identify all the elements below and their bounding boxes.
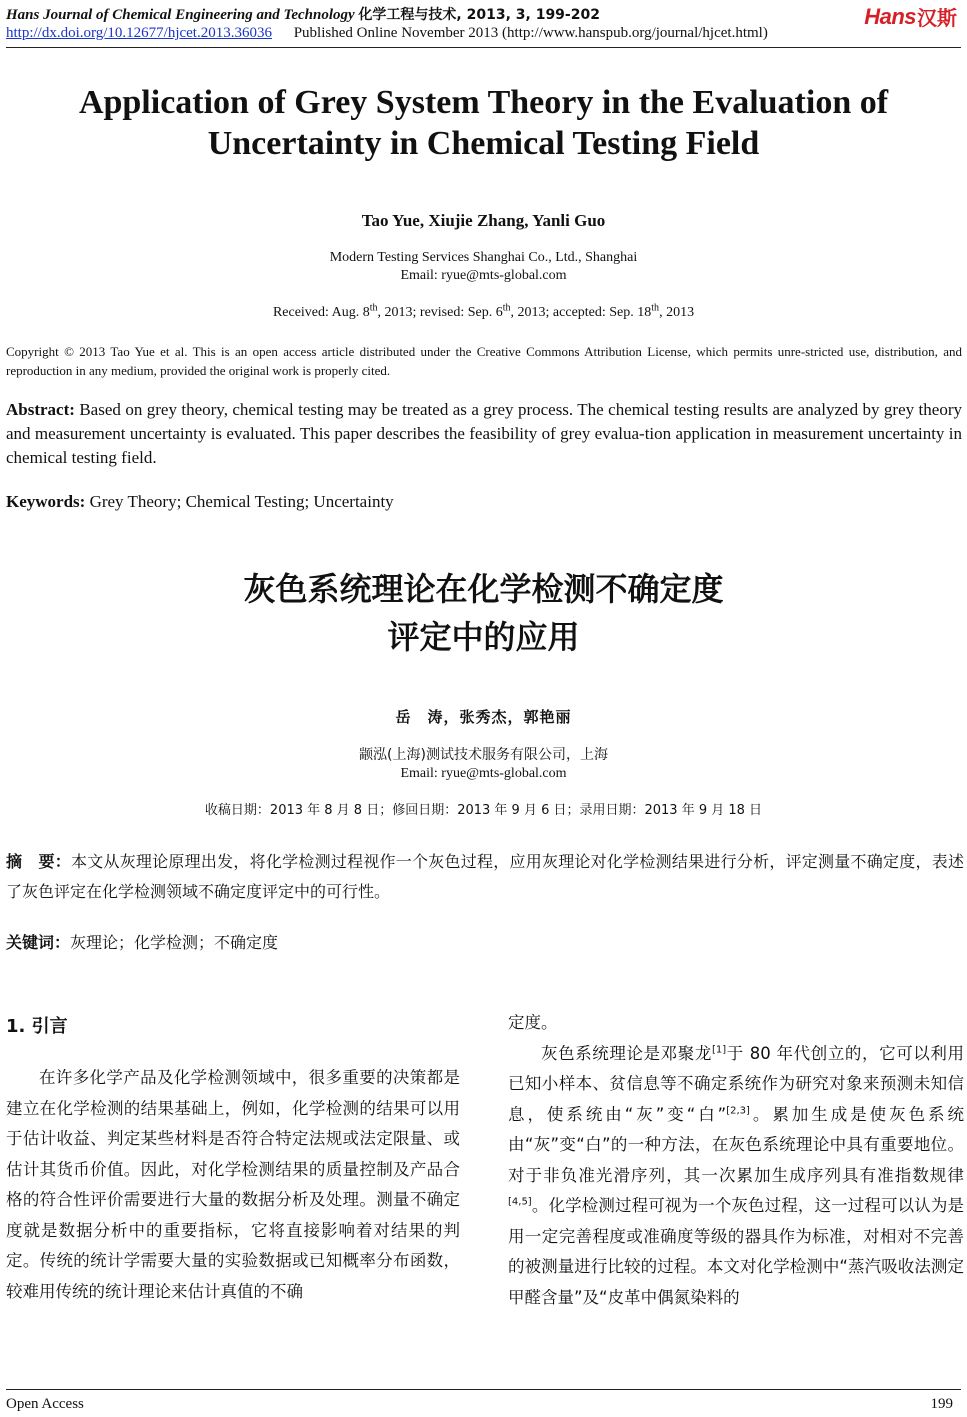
citation-1: [1]	[711, 1044, 727, 1055]
publication-line	[6, 25, 768, 42]
keywords-label-cn: 关键词：	[6, 933, 71, 952]
keywords-cn	[6, 930, 278, 953]
copyright-notice: Copyright © 2013 Tao Yue et al. This is an open access article distributed under the Creative Commons Attribution License, which permits unre-stricted use, distribution, and reproduction in any medium, provided the original work is properly cited.	[6, 344, 962, 378]
accepted-sup: th	[651, 302, 660, 314]
accepted-date: , 2013; accepted: Sep. 18	[510, 305, 652, 320]
authors-cn: 岳 涛，张秀杰，郭艳丽	[395, 708, 572, 726]
intro-paragraph-1: 在许多化学产品及化学检测领域中，很多重要的决策都是建立在化学检测的结果基础上，例如，化学检测的结果可以用于估计收益、判定某些材料是否符合特定法规或法定限量、或估计其货币价值。因此，对化学检测结果的质量控制及产品合格的符合性评价需要进行大量的数据分析及处理。测量不确定度就是数据分析中的重要指标，它将直接影响着对结果的判定。传统的统计学需要大量的实验数据或已知概率分布函数，较难用传统的统计理论来估计真值的不确	[6, 1068, 460, 1301]
keywords-en	[6, 492, 394, 512]
title-en-line2: Uncertainty in Chemical Testing Field	[207, 125, 760, 162]
footer-open-access: Open Access	[6, 1396, 84, 1412]
accepted-year: , 2013	[659, 305, 695, 320]
affiliation-cn: 颛泓(上海)测试技术服务有限公司，上海	[359, 747, 608, 763]
hans-logo	[864, 2, 957, 31]
abstract-en	[6, 398, 962, 470]
para2-part-b: 于 80 年代创立的，它可以利用已知小样本、贫信息等不确定系统作为研究对象来预测未知信息，使系统由“灰”变“白”	[508, 1043, 964, 1124]
keywords-text-en: Grey Theory; Chemical Testing; Uncertainty	[85, 492, 394, 511]
journal-name-cn: 化学工程与技术, 2013, 3, 199-202	[358, 7, 600, 23]
title-cn-line2: 评定中的应用	[387, 618, 580, 656]
abstract-label-en: Abstract:	[6, 400, 75, 419]
received-date: Received: Aug. 8	[272, 305, 370, 320]
header-divider	[6, 47, 961, 48]
journal-name-en: Hans Journal of Chemical Engineering and Technology	[6, 7, 355, 23]
revised-date: , 2013; revised: Sep. 6	[377, 305, 503, 320]
footer-divider	[6, 1389, 961, 1390]
revised-sup: th	[502, 302, 511, 314]
para2-part-a: 灰色系统理论是邓聚龙	[541, 1043, 712, 1063]
section-heading-introduction: 1. 引言	[6, 1016, 68, 1037]
received-sup: th	[369, 302, 378, 314]
citation-4-5: [4,5]	[508, 1196, 532, 1208]
abstract-text-en: Based on grey theory, chemical testing may be treated as a grey process. The chemical testing results are analyzed by grey theory and measurement uncertainty is evaluated. This paper describes the feasibility of grey evalua-tion application in measurement uncertainty in chemical testing field.	[6, 400, 962, 467]
title-en	[0, 82, 967, 164]
email-cn: Email: ryue@mts-global.com	[400, 766, 567, 781]
title-cn	[0, 565, 967, 661]
abstract-label-cn: 摘 要：	[6, 852, 71, 871]
title-cn-line1: 灰色系统理论在化学检测不确定度	[243, 570, 724, 608]
abstract-cn	[6, 847, 964, 907]
doi-link[interactable]: http://dx.doi.org/10.12677/hjcet.2013.36036	[6, 25, 272, 41]
intro-paragraph-2	[508, 1039, 964, 1314]
email-en: Email: ryue@mts-global.com	[400, 268, 567, 283]
abstract-text-cn: 本文从灰理论原理出发，将化学检测过程视作一个灰色过程，应用灰理论对化学检测结果进行分析，评定测量不确定度，表述了灰色评定在化学检测领域不确定度评定中的可行性。	[6, 852, 964, 901]
keywords-label-en: Keywords:	[6, 492, 86, 511]
affiliation-en: Modern Testing Services Shanghai Co., Ltd., Shanghai	[329, 250, 638, 265]
para2-part-c: 。累加生成是使灰色系统由“灰”变“白”的一种方法，在灰色系统理论中具有重要地位。对于非负准光滑序列，其一次累加生成序列具有准指数规律	[508, 1104, 964, 1185]
dates-en	[0, 304, 967, 322]
logo-text-cn: 汉斯	[917, 6, 957, 30]
para2-part-d: 。化学检测过程可视为一个灰色过程，这一过程可以认为是用一定完善程度或准确度等级的器具作为标准，对相对不完善的被测量进行比较的过程。本文对化学检测中“蒸汽吸收法测定甲醛含量”及“皮革中偶氮染料的	[508, 1196, 964, 1307]
page-number: 199	[930, 1396, 953, 1412]
dates-cn: 收稿日期：2013 年 8 月 8 日；修回日期：2013 年 9 月 6 日；录用日期：2013 年 9 月 18 日	[204, 803, 763, 818]
keywords-text-cn: 灰理论；化学检测；不确定度	[70, 933, 279, 952]
title-en-line1: Application of Grey System Theory in the Evaluation of	[78, 84, 889, 121]
intro-continuation: 定度。	[508, 1013, 558, 1032]
citation-2-3: [2,3]	[726, 1105, 750, 1116]
column-right	[508, 1008, 964, 1313]
column-left	[6, 1063, 460, 1307]
logo-text: Hans	[864, 3, 916, 29]
authors-en: Tao Yue, Xiujie Zhang, Yanli Guo	[361, 211, 606, 230]
journal-header	[6, 4, 600, 24]
published-info: Published Online November 2013 (http://www.hanspub.org/journal/hjcet.html)	[293, 25, 768, 41]
